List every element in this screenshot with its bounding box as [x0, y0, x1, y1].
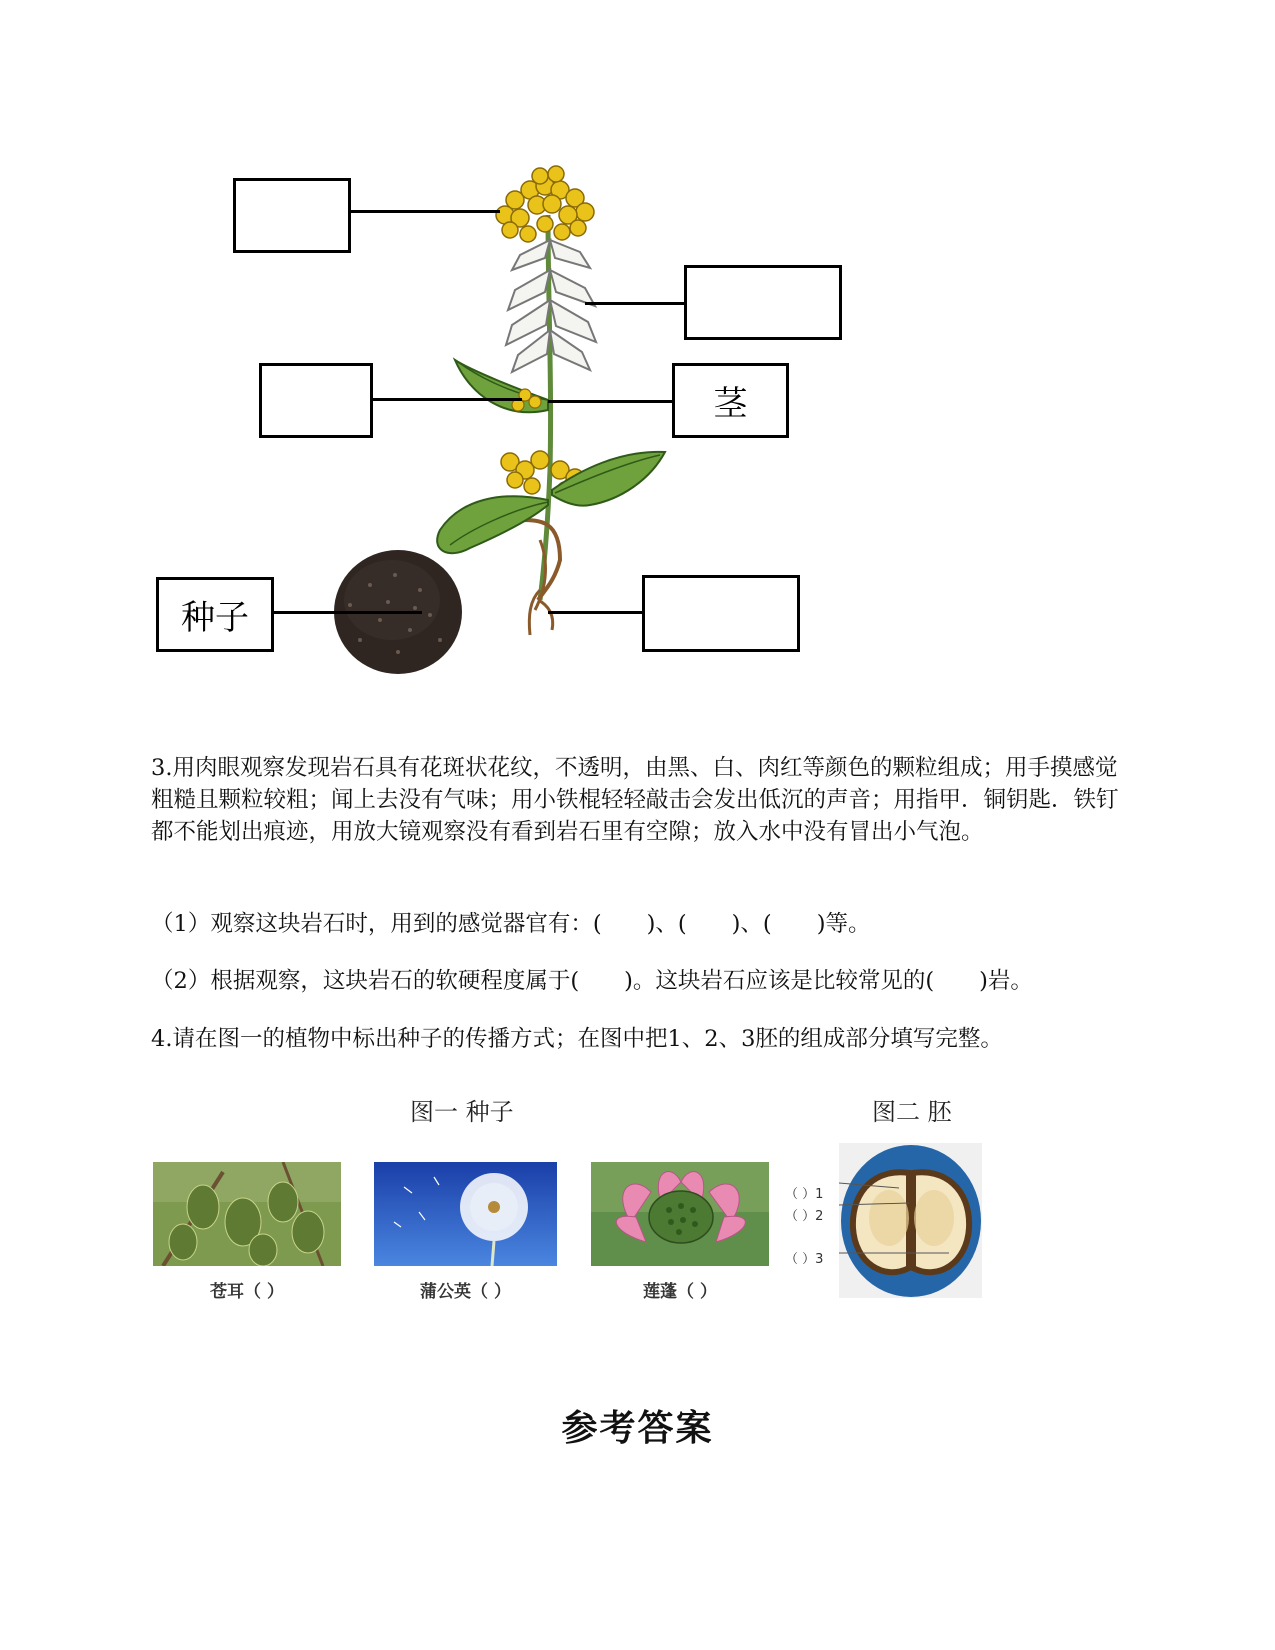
question3-intro: 3.用肉眼观察发现岩石具有花斑状花纹，不透明，由黑、白、肉红等颜色的颗粒组成；用手摸感觉粗糙且颗粒较粗；闻上去没有气味；用小铁棍轻轻敲击会发出低沉的声音；用指甲．铜钥匙．铁钉都不能划出痕迹，用放大镜观察没有看到岩石里有空隙；放入水中没有冒出小气泡。 [151, 755, 1119, 845]
dandelion-caption: 蒲公英（ ） [420, 1282, 511, 1302]
question3-sub2: （2）根据观察，这块岩石的软硬程度属于( )。这块岩石应该是比较常见的( )岩。 [151, 968, 1033, 994]
cocklebur-caption: 苍耳（ ） [210, 1282, 284, 1302]
stem-label-box: 茎 [672, 363, 789, 438]
seed-connector-line [272, 611, 422, 614]
question3-sub1: （1）观察这块岩石时，用到的感觉器官有：( )、( )、( )等。 [151, 911, 871, 937]
root-label-box[interactable] [642, 575, 800, 652]
lotus-pod-caption: 莲蓬（ ） [643, 1282, 717, 1302]
answer-section-title: 参考答案 [561, 1408, 714, 1449]
fruit-connector-line [585, 302, 685, 305]
leaf-connector-line [372, 398, 522, 401]
seed-label-box: 种子 [156, 577, 274, 652]
fruit-label-box[interactable] [684, 265, 842, 340]
cocklebur-photo [153, 1162, 341, 1266]
root-connector-line [548, 611, 643, 614]
flower-connector-line [350, 210, 500, 213]
leaf-label-box[interactable] [259, 363, 373, 438]
embryo-mark-3: （ ）3 [785, 1252, 824, 1267]
flower-label-box[interactable] [233, 178, 351, 253]
figure1-title: 图一 种子 [410, 1098, 514, 1126]
embryo-mark-2: （ ）2 [785, 1209, 824, 1224]
dandelion-photo [374, 1162, 557, 1266]
embryo-mark-1: （ ）1 [785, 1187, 824, 1202]
figure2-title: 图二 胚 [872, 1098, 952, 1126]
stem-connector-line [548, 400, 673, 403]
question4-text: 4.请在图一的植物中标出种子的传播方式；在图中把1、2、3胚的组成部分填写完整。 [151, 1026, 1003, 1052]
lotus-pod-photo [591, 1162, 769, 1266]
embryo-photo [839, 1143, 982, 1298]
